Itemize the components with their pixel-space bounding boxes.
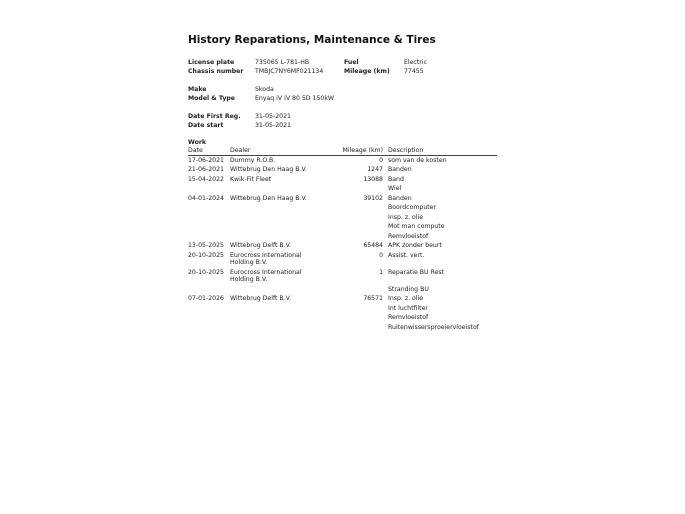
cell-description: Ruitenwissersproeiervloeistof — [388, 323, 479, 331]
date-start-value: 31-05-2021 — [255, 122, 291, 129]
table-row — [188, 185, 497, 195]
model-value: Enyaq iV iV 80 5D 150kW — [255, 95, 335, 102]
cell-date: 04-01-2024 — [188, 194, 224, 202]
cell-mileage — [316, 285, 388, 295]
cell-date — [188, 213, 230, 223]
cell-date: 21-06-2021 — [188, 166, 224, 173]
cell-date: 15-04-2022 — [188, 175, 224, 183]
cell-mileage — [316, 304, 388, 314]
cell-dealer — [230, 204, 316, 214]
cell-mileage — [316, 323, 388, 333]
work-table-header — [188, 147, 497, 156]
table-row — [188, 175, 497, 185]
cell-mileage — [316, 213, 388, 223]
cell-date — [188, 232, 230, 242]
cell-date — [188, 304, 230, 314]
cell-dealer: Wittebrug Den Haag B.V. — [230, 166, 307, 173]
cell-date — [188, 204, 230, 214]
cell-mileage: 39102 — [363, 194, 383, 202]
col-description: Description — [388, 147, 497, 156]
cell-description: Int luchtfilter — [388, 304, 428, 312]
cell-dealer — [230, 213, 316, 223]
cell-date: 20-10-2025 — [188, 268, 224, 276]
table-row — [188, 232, 497, 242]
cell-mileage — [316, 232, 388, 242]
cell-description: Wiel — [388, 185, 402, 192]
row-first-reg — [188, 112, 498, 121]
col-date: Date — [188, 147, 230, 156]
table-row — [188, 251, 497, 268]
make-label: Make — [188, 86, 207, 93]
table-row — [188, 156, 497, 166]
row-make — [188, 85, 498, 94]
date-start-label: Date start — [188, 122, 224, 129]
row-model — [188, 94, 498, 103]
cell-date — [188, 223, 230, 233]
cell-description: Banden — [388, 194, 412, 202]
row-chassis-mileage — [188, 67, 498, 76]
cell-dealer — [230, 323, 316, 333]
cell-description: Remvloeistof — [388, 314, 429, 321]
table-row — [188, 285, 497, 295]
chassis-value: TMBJC7NY6MF021134 — [255, 68, 324, 75]
first-reg-value: 31-05-2021 — [255, 113, 291, 120]
table-row — [188, 166, 497, 176]
mileage-value: 77455 — [404, 68, 424, 75]
cell-dealer — [230, 314, 316, 324]
table-row — [188, 268, 497, 285]
work-heading: Work — [188, 139, 207, 146]
cell-date — [188, 285, 230, 295]
chassis-label: Chassis number — [188, 68, 244, 75]
col-mileage: Mileage (km) — [316, 147, 388, 156]
cell-dealer: Eurocross International Holding B.V. — [230, 268, 302, 283]
table-row — [188, 314, 497, 324]
cell-description: Stranding BU — [388, 285, 429, 293]
row-date-start — [188, 121, 498, 130]
cell-dealer: Kwik-Fit Fleet — [230, 175, 272, 183]
cell-description: Band — [388, 175, 404, 183]
cell-mileage: 1247 — [367, 166, 383, 173]
cell-date: 17-06-2021 — [188, 156, 224, 164]
report — [188, 34, 498, 333]
cell-description: Reparatie BU Rest — [388, 268, 445, 276]
work-table-body — [188, 156, 497, 333]
table-row — [188, 213, 497, 223]
cell-mileage: 0 — [379, 156, 383, 164]
cell-description: Assist. vert. — [388, 251, 425, 259]
first-reg-label: Date First Reg. — [188, 113, 241, 120]
cell-description: Mot man compute — [388, 223, 445, 230]
make-value: Skoda — [255, 86, 274, 93]
table-row — [188, 323, 497, 333]
cell-dealer: Dummy R.O.B. — [230, 156, 276, 164]
cell-date — [188, 314, 230, 324]
table-row — [188, 223, 497, 233]
cell-date: 07-01-2026 — [188, 295, 224, 302]
cell-description: Insp. z. olie — [388, 213, 424, 221]
cell-description: Banden — [388, 166, 412, 173]
license-plate-label: License plate — [188, 59, 235, 66]
fuel-label: Fuel — [344, 59, 359, 66]
work-table — [188, 147, 497, 333]
mileage-label: Mileage (km) — [344, 68, 390, 75]
table-row — [188, 204, 497, 214]
cell-description: Boordcomputer — [388, 204, 437, 211]
table-row — [188, 304, 497, 314]
fuel-value: Electric — [404, 59, 427, 66]
cell-description: som van de kosten — [388, 156, 447, 164]
cell-mileage — [316, 185, 388, 195]
cell-mileage: 13088 — [363, 175, 383, 183]
cell-description: Insp. z. olie — [388, 295, 424, 302]
cell-dealer — [230, 185, 316, 195]
cell-mileage: 65484 — [363, 242, 383, 249]
cell-mileage: 0 — [379, 251, 383, 259]
cell-date: 13-05-2025 — [188, 242, 224, 249]
table-row — [188, 242, 497, 252]
cell-date — [188, 185, 230, 195]
cell-dealer: Wittebrug Delft B.V. — [230, 295, 292, 302]
cell-mileage — [316, 223, 388, 233]
col-dealer: Dealer — [230, 147, 316, 156]
table-row — [188, 295, 497, 305]
report-title: History Reparations, Maintenance & Tires — [188, 34, 436, 46]
cell-date: 20-10-2025 — [188, 251, 224, 259]
cell-mileage — [316, 314, 388, 324]
cell-date — [188, 323, 230, 333]
row-plate-fuel — [188, 58, 498, 67]
cell-dealer: Eurocross International Holding B.V. — [230, 251, 302, 266]
license-plate-value: 735065 L-781-HB — [255, 59, 310, 66]
cell-description: APK zonder beurt — [388, 242, 442, 249]
cell-dealer — [230, 232, 316, 242]
table-row — [188, 194, 497, 204]
cell-mileage — [316, 204, 388, 214]
cell-mileage: 76571 — [363, 295, 383, 302]
cell-dealer — [230, 223, 316, 233]
cell-dealer — [230, 285, 316, 295]
cell-mileage: 1 — [379, 268, 383, 276]
model-label: Model & Type — [188, 95, 236, 102]
cell-dealer — [230, 304, 316, 314]
cell-description: Remvloeistof — [388, 232, 429, 240]
cell-dealer: Wittebrug Den Haag B.V. — [230, 194, 307, 202]
cell-dealer: Wittebrug Delft B.V. — [230, 242, 292, 249]
